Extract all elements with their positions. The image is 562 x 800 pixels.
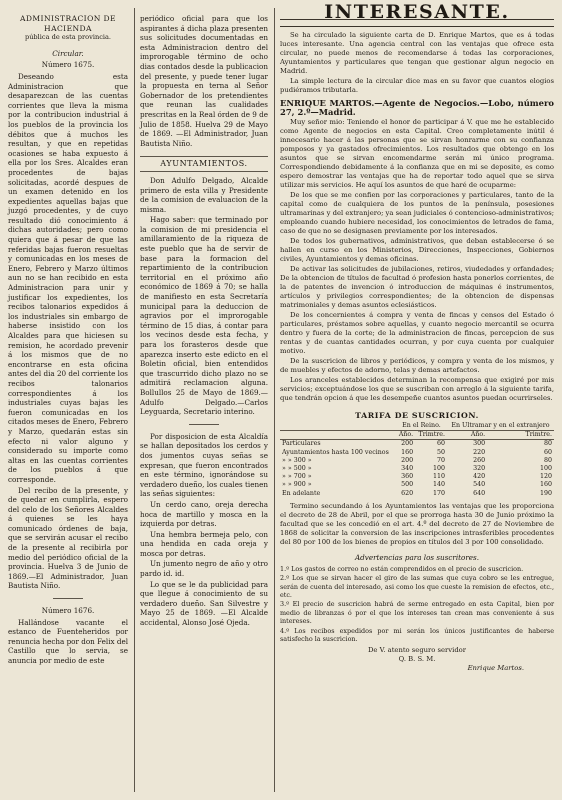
column-right — [280, 1, 554, 677]
letter-text: Muy señor mio: Teniendo el honor de participar á V. que me he establecido como Agente de negocios en esta Capital. Creo completamente inútil é innecesario hacer á las personas que se sirvan honrarme con su confianza pomposos y ya gastados ofrecimientos. Los resultados que obtengo en los asuntos que se sirvan encomendarme serán mi único programa. Correspondiendo debidamente á la confianza que en mi se deposite, es como espero demostrar las ventajas que ha de reportar todo aquel que se sirva utilizar mis servicios. He aquí los asuntos de que haré de ocuparme: — [280, 118, 554, 189]
notice-text: Deseando esta Administracion que desaparezcan de las cuentas corrientes que lleva la misma por la contribucion industrial á los pueblos de la provincia los débitos que á muchos les resultan, y que en repetidas ocasiones se haba expuesto á ella por los Sres. Alcaldes eran procedentes de bajas solicitadas, acordé despues de un examen detenido en los expedientes aquellas bajas que juzgó procedentes, y de cuyo resultado dió conocimiento á dichas autoridades; pero como quiera que á pesar de que las referidas bajas fueron resueltas y comunicadas en los meses de Enero, Febrero y Marzo últimos aun no se han recibido en esta Administracion para unir y justificar los expedientes, los recibos talonarios expedidos á los industriales sin embargo de haberse insistido con los Alcaldes para que hiciesen su remision, he acordado prevenir á los mismos que de no encontrarse en esta oficina antes del dia 20 del corriente los recibos talonarios correspondientes á los industriales cuyas bajas les fueron comunicadas en los citados meses de Enero, Febrero y Marzo, quedarán estas sin efecto ni valor alguno y considerado su importe como altas en las cuentas corrientes de los pueblos á que corresponde. — [8, 71, 128, 484]
column-middle — [140, 14, 268, 629]
letter-text: De los que se me confien por las corporaciones y particulares, tanto de la capital como de cualquiera de los puntos de la península, posesiones ultramarinas y del extranjero; ya sean judiciales ó contencioso-administrativos; empleando cuando hubiere necesidad, los conocimientos de letrados de fama, caso de que no se designasen previamente por los interesados. — [280, 191, 554, 235]
section-subheader: pública de esta provincia. — [24, 33, 112, 42]
table-row: Particulares 200 60 300 80 — [282, 440, 552, 448]
closing-line: De V. atento seguro servidor — [367, 646, 467, 655]
advisory-item: 4.º Los recibos expedidos por mi serán los únicos justificantes de haberse satisfecho la suscricion. — [280, 626, 554, 644]
tariff-col-trimestre: Trimtre. — [415, 431, 447, 440]
column-divider — [134, 8, 135, 792]
table-row: » » 300 » 200 70 260 80 — [282, 456, 552, 464]
masthead-title: INTERESANTE. — [324, 1, 510, 23]
letter-text: De activar las solicitudes de jubilaciones, retiros, viudedades y orfandades; De la obtencion de títulos de facultad ó profesion hasta ponerlos corrientes, de la de patentes de invencion ó introduccion de máquinas é instrumentos, artículos y privilegios correspondientes; de la obtencion de dispensas matrimoniales y demas asuntos eclesiásticos. — [280, 265, 554, 309]
section-title: AYUNTAMIENTOS. — [140, 156, 268, 172]
notice-text: Hallándose vacante el estanco de Fuenteheridos por renuncia hecha por don Felix del Castillo que lo servia, se anuncia por medio de este — [8, 617, 129, 665]
intro-text: Se ha circulado la siguiente carta de D. Enrique Martos, que es á todas luces interesante. Una agencia central con las ventajas que ofrece esta circular, no puede menos de recomendarse á todas las corporaciones, Ayuntamientos y particulares que tengan que gestionar algun negocio en Madrid. — [280, 31, 554, 75]
letter-text: Termino secundando á los Ayuntamientos las ventajas que les proporciona el decreto de 28 de Abril, por el que se prorroga hasta 30 de Junio próximo la facultad que se les concedió en el art. 4.º del decreto de 27 de Noviembre de 1868 de solicitar la conversion de las inscripciones intrasferibles procedentes del 80 por 100 de los bienes de propios en títulos del 3 por 100 consolidado. — [280, 501, 554, 546]
advisory-item: 2.º Los que se sirvan hacer el giro de las sumas que cuya cobro se les entregue, serán de cuenta del interesado, asi como los que cueste la remision de efectos, etc., etc. — [280, 574, 554, 600]
notice-text: Un cerdo cano, oreja derecha hoca de martillo y mosca en la izquierda por detras. — [140, 499, 268, 529]
tariff-group-ultramar: En Ultramar y en el extranjero — [447, 422, 554, 431]
tariff-col-ano: Año. — [447, 431, 487, 440]
tariff-col-trimestre: Trimtre. — [487, 431, 554, 440]
letter-heading: ENRIQUE MARTOS.—Agente de Negocios.—Lobo, número 27, 2.º—Madrid. — [280, 98, 554, 117]
tariff-col-ano: Año. — [396, 431, 415, 440]
intro-text: La simple lectura de la circular dice mas en su favor que cuantos elogios pudiéramos tributarla. — [280, 77, 554, 94]
tariff-table — [280, 422, 554, 498]
notice-number: Número 1675. — [41, 60, 95, 70]
signature: Enrique Martos. — [467, 664, 524, 673]
letter-text: De la suscricion de libros y periódicos, y compra y venta de los mismos, y de muebles y efectos de adorno, telas y demas artefactos. — [280, 357, 554, 374]
circular-label: Circular. — [52, 48, 84, 58]
table-row: » » 700 » 360 110 420 120 — [282, 473, 552, 481]
table-row: En adelante 620 170 640 190 — [282, 489, 552, 497]
column-divider — [274, 8, 275, 792]
table-row: » » 500 » 340 100 320 100 — [282, 465, 552, 473]
notice-text: Don Adulfo Delgado, Alcalde primero de esta villa y Presidente de la comision de evaluacion de la misma. — [140, 175, 268, 214]
notice-text: Hago saber: que terminado por la comision de mi presidencia el amillaramiento de la riqueza de este pueblo que ha de servir de base para la formacion del repartimiento de la contribucion territorial en el próximo año económico de 1869 á 70; se halla de manifiesto en esta Secretaría municipal para la deduccion de agravios por el improrogable término de 15 dias, á contar para los vecinos desde esta fecha, y para los forasteros desde que aparezca inserto este edicto en el Boletin oficial, bien entendidos que trascurrido dicho plazo no se admitirá reclamacion alguna. Bollullos 25 de Mayo de 1869.—Adulfo Delgado.—Carlos Leyguarda, Secretario interino. — [140, 215, 268, 417]
letter-text: De todos los gubernativos, administrativos, que deban establecerse ó se hallen en curso en los Ministerios, Direcciones, Inspecciones, Gobiernos civiles, Ayuntamientos y demas oficinas. — [280, 237, 554, 263]
section-header: ADMINISTRACION DE HACIENDA — [20, 14, 116, 33]
table-row: » » 900 » 500 140 540 160 — [282, 481, 552, 489]
closing-abbrev: Q. B. S. M. — [398, 655, 436, 664]
separator — [53, 598, 83, 599]
separator — [189, 424, 219, 425]
advisory-item: 1.º Los gastos de correo no están comprendidos en el precio de suscricion. — [280, 564, 524, 573]
notice-text: Por disposicion de esta Alcaldía se hallan depositados los cerdos y dos jumentos cuyas señas se expresan, que fueron encontrados en este término, ignorándose su verdadero dueño, los cuales tienen las señas siguientes: — [140, 431, 268, 499]
notice-text: Lo que se le da publicidad para que llegue á conocimiento de su verdadero dueño. San Silvestre y Mayo 25 de 1869. —El Alcalde accidental, Alonso José Ojeda. — [140, 579, 268, 628]
column-left — [8, 14, 128, 667]
notice-text: Del recibo de la presente, y de quedar en cumplirla, espero del celo de los Señores Alcaldes á quienes se les haya comunicado órdenes de baja, que se servirán acusar el recibo de la presente al recibirla por medio del periódico oficial de la provincia. Huelva 3 de Junio de 1869.—El Administrador, Juan Bautista Niño. — [8, 485, 128, 591]
notice-text: periódico oficial para que los aspirantes á dicha plaza presenten sus solicitudes documentadas en esta Administracion dentro del improrogable término de ocho dias contados desde la publicacion del presente, y puede tener lugar la propuesta en terna al Señor Gobernador de los pretendientes que reunan las cualidades prescritas en la Real órden de 9 de Julio de 1858. Huelva 29 de Mayo de 1869. —El Administrador, Juan Bautista Niño. — [140, 14, 268, 148]
notice-number: Número 1676. — [41, 606, 95, 616]
advisory-item: 3.º El precio de suscricion habrá de serme entregado en esta Capital, bien por medio de libranzas ó por el que los intereses tan crean mas conveniente á sus intereses. — [280, 600, 554, 626]
tariff-title: TARIFA DE SUSCRICION. — [355, 411, 479, 420]
table-row: Ayuntamientos hasta 100 vecinos 160 50 220 60 — [282, 448, 552, 456]
letter-text: Los aranceles establecidos determinan la recompensa que exigiré por mis servicios; exceptuándose los que se suscriban con arreglo á la siguiente tarifa, que tendrán opcion á que les desempeñe cuantos asuntos puedan ocurrirseles. — [280, 376, 554, 402]
tariff-group-reino: En el Reino. — [396, 422, 447, 431]
letter-text: De los concernientes á compra y venta de fincas y censos del Estado ó particulares, préstamos sobre aquellas, y cuanto negocio mercantil se ocurra dentro y fuera de la corte; de la administracion de fincas, percepcion de sus rentas y de cuantas cantidades ocurran, y por cuya cuenta por cualquier motivo. — [280, 311, 554, 355]
notice-text: Una hembra bermeja pelo, con una hendida en cada oreja y mosca por detras. — [140, 529, 268, 558]
notice-text: Un jumento negro de año y otro pardo id. id. — [140, 559, 268, 579]
advisory-title: Advertencias para los suscritores. — [354, 552, 480, 562]
